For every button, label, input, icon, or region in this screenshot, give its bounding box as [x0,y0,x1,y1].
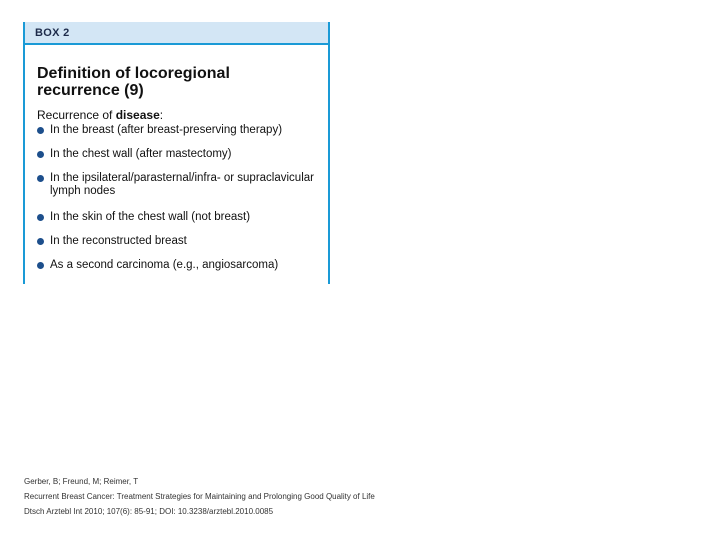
bullet-icon [37,214,44,221]
bullet-icon [37,175,44,182]
list-item [37,148,317,161]
heading-prefix: Recurrence of [37,108,116,122]
heading-strong: disease [115,108,160,122]
box-header [25,22,328,45]
list-item [37,124,317,137]
bullet-icon [37,151,44,158]
bullet-icon [37,238,44,245]
box-label: BOX 2 [35,26,70,39]
list-item [37,259,317,272]
list-item-text: In the chest wall (after mastectomy) [50,148,232,160]
caption-citation: Dtsch Arztebl Int 2010; 107(6): 85-91; DOI: 10.3238/arztebl.2010.0085 [24,507,274,516]
section-heading [37,108,163,122]
caption-authors: Gerber, B; Freund, M; Reimer, T [24,477,139,486]
bullet-icon [37,262,44,269]
bullet-icon [37,127,44,134]
list-item [37,172,317,198]
list-item-text: In the reconstructed breast [50,235,187,247]
list-item [37,235,317,248]
heading-suffix: : [159,108,164,122]
list-item-text: In the ipsilateral/parasternal/infra- or supraclavicular lymph nodes [50,172,314,197]
box-title: Definition of locoregional recurrence (9) [37,65,230,99]
caption-article-title: Recurrent Breast Cancer: Treatment Strategies for Maintaining and Prolonging Good Quality of Life [24,492,375,501]
list-item [37,211,317,224]
list-item-text: In the breast (after breast-preserving therapy) [50,124,283,136]
list-item-text: In the skin of the chest wall (not breast) [50,211,251,223]
list-item-text: As a second carcinoma (e.g., angiosarcoma) [50,259,279,271]
info-box [23,22,330,284]
